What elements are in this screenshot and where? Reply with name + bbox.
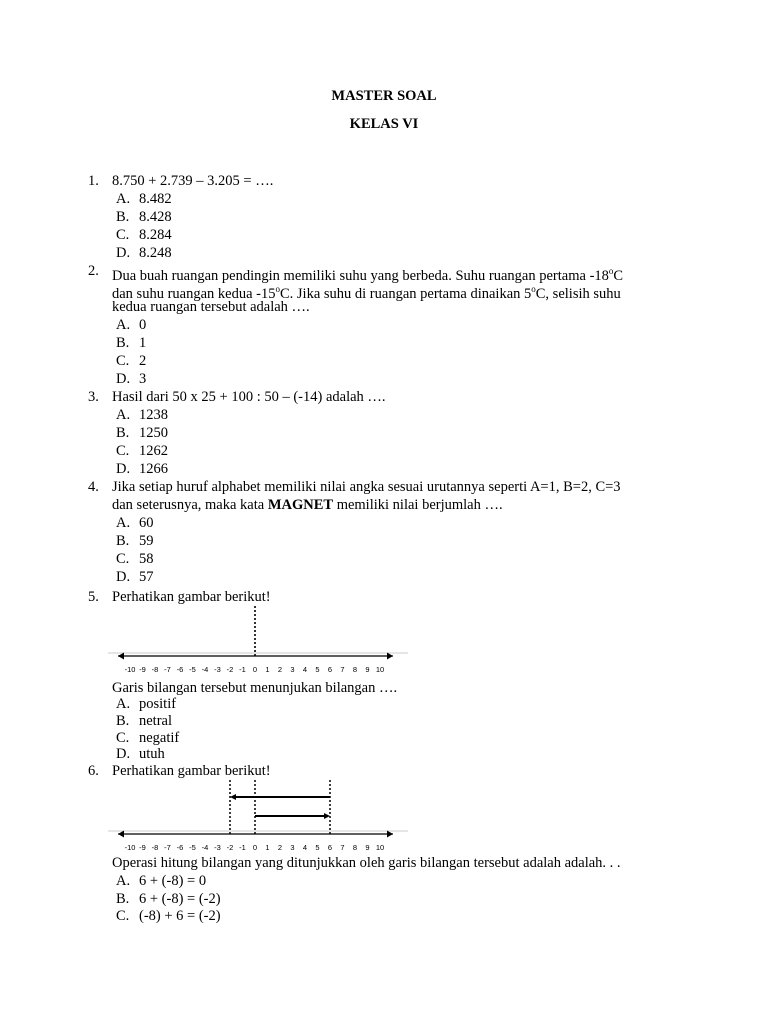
tick-label: 7 — [340, 665, 345, 674]
tick-label: -9 — [139, 843, 146, 852]
question-text-line: dan seterusnya, maka kata MAGNET memiliki nilai berjumlah …. — [112, 497, 503, 513]
question-text-line: dan suhu ruangan kedua -15$^o$C. Jika suhu di ruangan pertama dinaikan 5$^o$C, selisih suhu — [112, 284, 621, 302]
question-followup-text: Operasi hitung bilangan yang ditunjukkan oleh garis bilangan tersebut adalah adalah. . . — [112, 855, 621, 871]
tick-label: -2 — [226, 665, 234, 674]
question-text-line: Dua buah ruangan pendingin memiliki suhu yang berbeda. Suhu ruangan pertama -18$^o$C — [112, 266, 624, 284]
question-number: 2. — [88, 263, 99, 279]
tick-label: -3 — [214, 843, 221, 852]
tick-label: -3 — [214, 665, 221, 674]
tick-label: 7 — [340, 843, 345, 852]
axis-left-arrowhead — [118, 831, 124, 838]
question-text: Hasil dari 50 x 25 + 100 : 50 – (-14) adalah …. — [112, 389, 386, 405]
tick-label: 8 — [352, 665, 358, 674]
tick-label: 2 — [277, 665, 283, 674]
tick-label: 5 — [315, 843, 320, 852]
tick-label: 1 — [265, 665, 270, 674]
tick-label: 10 — [375, 665, 385, 674]
arrow-lower-head — [324, 813, 330, 819]
axis-right-arrowhead — [387, 653, 393, 660]
tick-label: -5 — [189, 843, 196, 852]
question-text: Perhatikan gambar berikut! — [112, 589, 271, 605]
axis-right-arrowhead — [387, 831, 393, 838]
question-followup-text: Garis bilangan tersebut menunjukan bilangan …. — [112, 680, 398, 696]
question-text-line: kedua ruangan tersebut adalah …. — [112, 299, 310, 315]
tick-label: 6 — [327, 843, 333, 852]
tick-label: 3 — [290, 665, 295, 674]
tick-label: -7 — [164, 665, 171, 674]
tick-label: 4 — [302, 665, 308, 674]
tick-label: -6 — [176, 665, 184, 674]
tick-label: -4 — [201, 843, 209, 852]
question-number: 6. — [88, 763, 99, 779]
question-number: 1. — [88, 173, 99, 189]
tick-label: -10 — [124, 665, 136, 674]
question-number: 4. — [88, 479, 99, 495]
tick-label: -6 — [176, 843, 184, 852]
tick-label: -1 — [239, 665, 246, 674]
tick-label: 3 — [290, 843, 295, 852]
axis-left-arrowhead — [118, 653, 124, 660]
tick-label: 0 — [252, 843, 258, 852]
number-line-figure-5 — [108, 604, 408, 676]
question-text-line: Jika setiap huruf alphabet memiliki nilai angka sesuai urutannya seperti A=1, B=2, C=3 — [112, 479, 621, 495]
tick-label: -1 — [239, 843, 246, 852]
question-text: Perhatikan gambar berikut! — [112, 763, 271, 779]
tick-label: -9 — [139, 665, 146, 674]
tick-label: -7 — [164, 843, 171, 852]
tick-label: 4 — [302, 843, 308, 852]
tick-label: -4 — [201, 665, 209, 674]
tick-label: -5 — [189, 665, 196, 674]
page-title: MASTER SOAL — [331, 88, 437, 104]
tick-label: 1 — [265, 843, 270, 852]
tick-label: -8 — [151, 843, 159, 852]
tick-label: 8 — [352, 843, 358, 852]
question-number: 3. — [88, 389, 99, 405]
tick-label: 10 — [375, 843, 385, 852]
question-number: 5. — [88, 589, 99, 605]
tick-label: -2 — [226, 843, 234, 852]
tick-label: 9 — [365, 843, 370, 852]
tick-label: 2 — [277, 843, 283, 852]
tick-label: 6 — [327, 665, 333, 674]
arrow-upper-head — [230, 794, 236, 800]
number-line-figure-6 — [108, 778, 408, 854]
page-subtitle: KELAS VI — [349, 116, 419, 132]
tick-label: 5 — [315, 665, 320, 674]
question-text: 8.750 + 2.739 – 3.205 = …. — [112, 173, 274, 189]
tick-label: -10 — [124, 843, 136, 852]
tick-label: 9 — [365, 665, 370, 674]
tick-label: -8 — [151, 665, 159, 674]
tick-label: 0 — [252, 665, 258, 674]
